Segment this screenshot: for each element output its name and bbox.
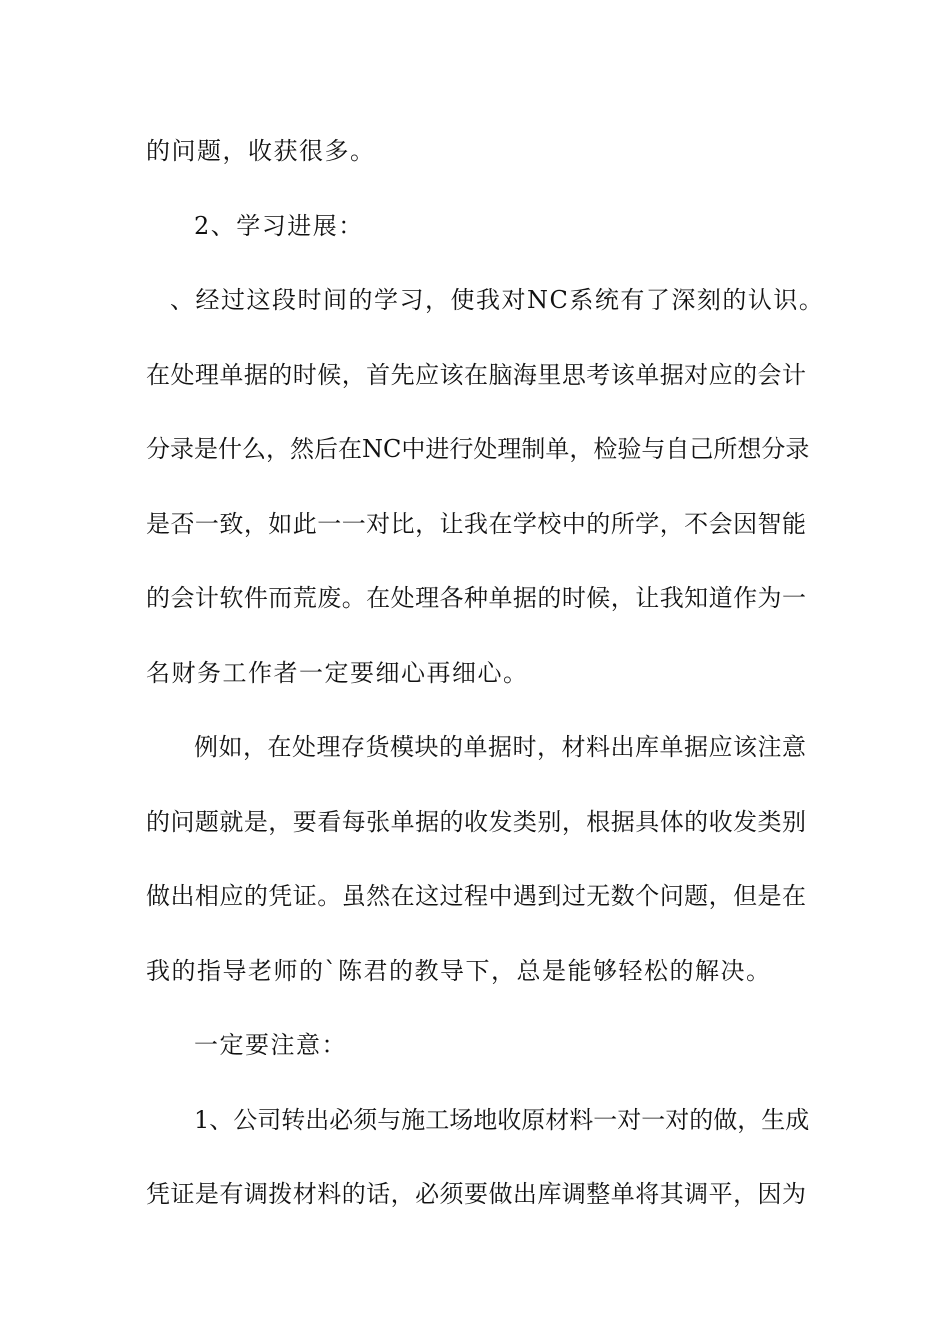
text-line-1: 的问题，收获很多。	[146, 137, 376, 165]
text-line-4: 在处理单据的时候，首先应该在脑海里思考该单据对应的会计	[146, 361, 806, 389]
text-line-9: 例如，在处理存货模块的单据时，材料出库单据应该注意	[194, 733, 806, 761]
text-line-14: 1、公司转出必须与施工场地收原材料一对一对的做，生成	[194, 1106, 810, 1134]
text-line-6: 是否一致，如此一一对比，让我在学校中的所学，不会因智能	[146, 510, 806, 538]
text-line-12: 我的指导老师的`陈君的教导下，总是能够轻松的解决。	[146, 957, 772, 985]
text-line-5: 分录是什么，然后在NC中进行处理制单，检验与自己所想分录	[146, 435, 810, 463]
text-line-8: 名财务工作者一定要细心再细心。	[146, 659, 529, 687]
text-line-15: 凭证是有调拨材料的话，必须要做出库调整单将其调平，因为	[146, 1180, 806, 1208]
text-line-2: 2、学习进展：	[194, 212, 364, 240]
text-line-10: 的问题就是，要看每张单据的收发类别，根据具体的收发类别	[146, 808, 806, 836]
text-line-13: 一定要注意：	[194, 1031, 347, 1059]
text-line-3: 、经过这段时间的学习，使我对NC系统有了深刻的认识。	[170, 286, 825, 314]
text-line-7: 的会计软件而荒废。在处理各种单据的时候，让我知道作为一	[146, 584, 806, 612]
text-line-11: 做出相应的凭证。虽然在这过程中遇到过无数个问题，但是在	[146, 882, 806, 910]
